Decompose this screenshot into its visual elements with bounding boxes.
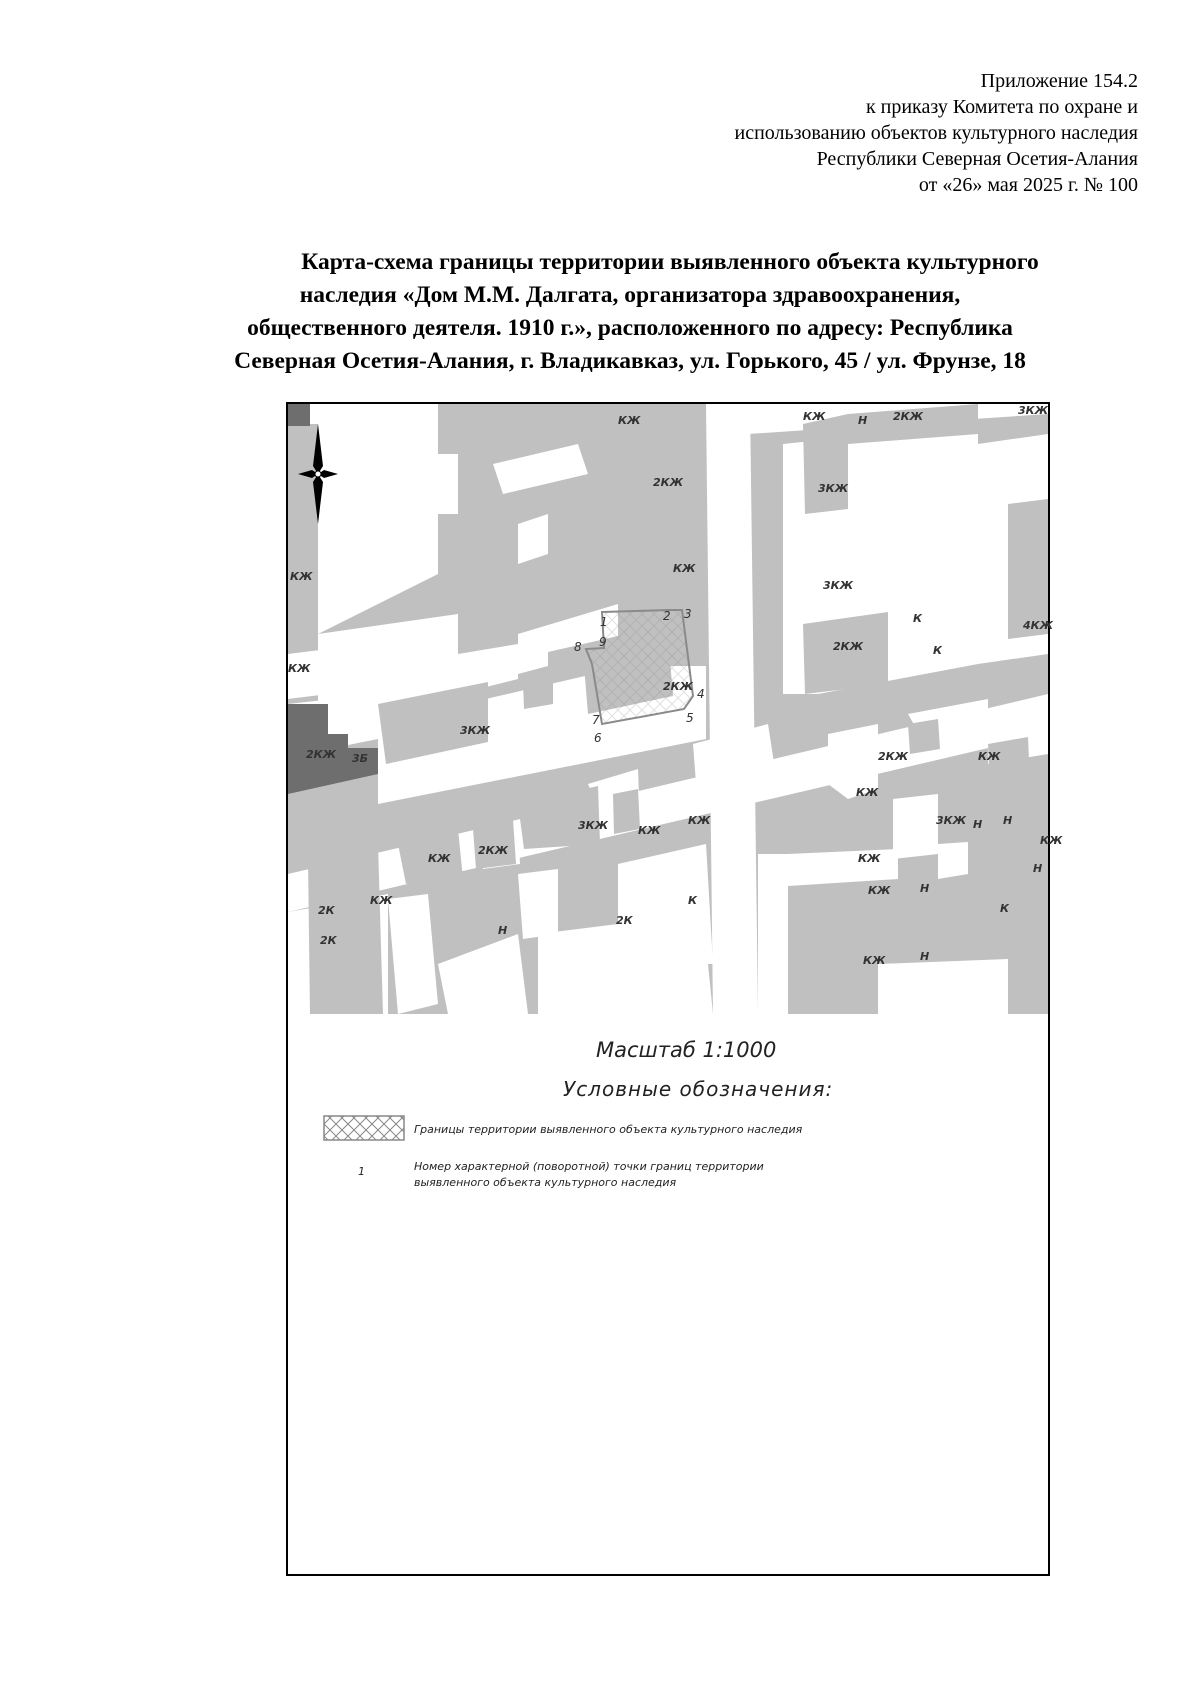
building-label: Н [1003, 814, 1013, 827]
building-label: 3КЖ [818, 482, 849, 495]
building-label: Н [973, 818, 983, 831]
building-label: 3КЖ [936, 814, 967, 827]
building-label: 2КЖ [878, 750, 909, 763]
building-label: КЖ [290, 570, 313, 583]
boundary-point-label: 2 [663, 609, 671, 623]
building-label: 2КЖ [306, 748, 337, 761]
legend-title: Условные обозначения: [563, 1077, 834, 1101]
legend-item-point: Номер характерной (поворотной) точки границ территории [414, 1160, 764, 1173]
building-label: Н [858, 414, 868, 427]
building-label: 2К [320, 934, 337, 947]
building [613, 789, 640, 834]
building-label: 4КЖ [1023, 619, 1054, 632]
building-label: 3КЖ [460, 724, 491, 737]
building-label: КЖ [688, 814, 711, 827]
yard [758, 854, 788, 1014]
building-label: КЖ [618, 414, 641, 427]
yard [618, 964, 713, 1014]
yard [288, 922, 308, 1014]
building-label: 2КЖ [478, 844, 509, 857]
appendix-line: Республики Северная Осетия-Алания [816, 148, 1138, 170]
appendix-line: Приложение 154.2 [980, 70, 1138, 92]
boundary-point-label: 5 [686, 711, 694, 725]
building-label: 2К [616, 914, 633, 927]
map-frame [286, 402, 1063, 1576]
building-label: К [933, 644, 942, 657]
building-label: Н [498, 924, 508, 937]
building [908, 719, 940, 754]
building [988, 737, 1030, 789]
building [1008, 499, 1048, 639]
building-label: КЖ [868, 884, 891, 897]
building [803, 612, 888, 694]
dark-building [288, 404, 310, 426]
title-line: наследия «Дом М.М. Далгата, организатора здравоохранения, [299, 282, 961, 308]
boundary-point-label: 9 [599, 635, 607, 649]
building [803, 414, 848, 514]
boundary-point-label: 3 [684, 607, 692, 621]
yard [878, 959, 1008, 1014]
boundary-point-label: 8 [574, 640, 582, 654]
building-label: КЖ [288, 662, 311, 675]
appendix-line: от «26» мая 2025 г. № 100 [918, 174, 1138, 196]
building-label: 3КЖ [578, 819, 609, 832]
building-label: Н [920, 882, 930, 895]
street-vertical [706, 404, 758, 1014]
boundary-point-label: 4 [697, 687, 705, 701]
building-label: КЖ [856, 786, 879, 799]
building-label: КЖ [978, 750, 1001, 763]
map-scale: Масштаб 1:1000 [596, 1038, 777, 1062]
building-label: КЖ [803, 410, 826, 423]
building-label: 2К [318, 904, 335, 917]
building-label: 3КЖ [1018, 404, 1049, 417]
building-label: Н [1033, 862, 1043, 875]
building [308, 844, 383, 1014]
building-label: 2КЖ [833, 640, 864, 653]
building-label: КЖ [858, 852, 881, 865]
title-line: Карта-схема границы территории выявленного объекта культурного [301, 249, 1039, 275]
boundary-point-label: 1 [600, 615, 608, 629]
legend-point-symbol: 1 [358, 1165, 365, 1178]
building-label: 2КЖ [653, 476, 684, 489]
boundary-point-label: 7 [592, 713, 600, 727]
building-label: К [1000, 902, 1009, 915]
appendix-line: использованию объектов культурного наследия [734, 122, 1138, 144]
map-sheet [288, 404, 1063, 1574]
building-label: КЖ [428, 852, 451, 865]
boundary-point-label: 6 [594, 731, 602, 745]
city-map [288, 404, 1063, 1014]
yard [938, 842, 968, 879]
building-label: 3Б [352, 752, 369, 765]
yard [618, 844, 713, 964]
building-label: КЖ [370, 894, 393, 907]
document-title [150, 246, 1110, 378]
building-label: 2КЖ [893, 410, 924, 423]
building-label: КЖ [1040, 834, 1063, 847]
title-line: общественного деятеля. 1910 г.», расположенного по адресу: Республика [247, 315, 1013, 341]
appendix-line: к приказу Комитета по охране и [865, 96, 1138, 118]
yard [518, 869, 558, 939]
legend [324, 1116, 803, 1189]
building-label: К [913, 612, 922, 625]
yard [438, 454, 458, 514]
building-label: КЖ [863, 954, 886, 967]
legend-boundary-symbol [324, 1116, 404, 1140]
title-line: Северная Осетия-Алания, г. Владикавказ, ул. Горького, 45 / ул. Фрунзе, 18 [234, 348, 1026, 374]
legend-item-point: выявленного объекта культурного наследия [414, 1176, 677, 1189]
building-label: КЖ [673, 562, 696, 575]
building-label: 2КЖ [663, 680, 694, 693]
legend-item-boundary: Границы территории выявленного объекта культурного наследия [414, 1123, 803, 1136]
building-label: К [688, 894, 697, 907]
yard [538, 924, 618, 1014]
building-label: Н [920, 950, 930, 963]
building-label: КЖ [638, 824, 661, 837]
appendix-block [735, 68, 1139, 198]
yard [893, 794, 938, 859]
building-label: 3КЖ [823, 579, 854, 592]
